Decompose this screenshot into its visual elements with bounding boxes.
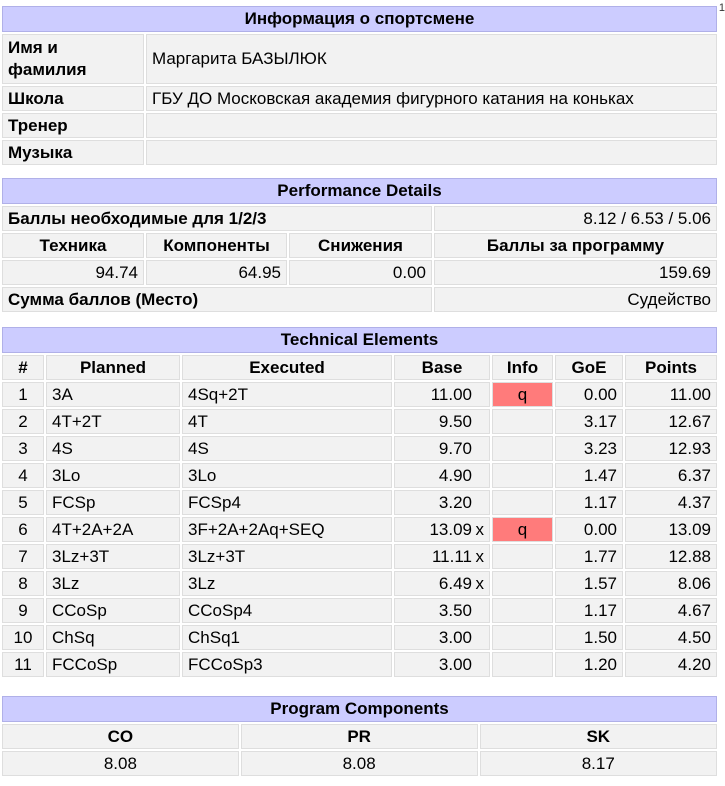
table-row [2, 571, 717, 596]
element-points: 4.50 [625, 625, 717, 650]
component-value-pr: 8.08 [241, 751, 478, 776]
element-planned: 3Lz+3T [46, 544, 180, 569]
element-base [394, 571, 490, 596]
element-number: 2 [2, 409, 44, 434]
element-executed: FCCoSp3 [182, 652, 392, 677]
athlete-info-table [0, 4, 719, 167]
element-points: 11.00 [625, 382, 717, 407]
name-value: Маргарита БАЗЫЛЮК [146, 34, 717, 84]
components-score-label: Компоненты [146, 233, 287, 258]
element-points: 12.67 [625, 409, 717, 434]
element-goe: 0.00 [555, 382, 623, 407]
element-planned: 4S [46, 436, 180, 461]
col-header-goe: GoE [555, 355, 623, 380]
base-value: 9.70 [438, 438, 472, 458]
element-executed: 3Lz [182, 571, 392, 596]
element-base [394, 517, 490, 542]
program-score-value: 159.69 [434, 260, 717, 285]
element-goe: 1.57 [555, 571, 623, 596]
element-executed: 4S [182, 436, 392, 461]
components-score-value: 64.95 [146, 260, 287, 285]
element-info [492, 409, 553, 434]
coach-label: Тренер [2, 113, 144, 138]
col-header-info: Info [492, 355, 553, 380]
element-planned: FCSp [46, 490, 180, 515]
base-value: 13.09 [429, 519, 472, 539]
base-value: 3.00 [438, 627, 472, 647]
element-base [394, 490, 490, 515]
element-goe: 1.50 [555, 625, 623, 650]
element-info [492, 436, 553, 461]
element-executed: 4Sq+2T [182, 382, 392, 407]
element-number: 10 [2, 625, 44, 650]
col-header-planned: Planned [46, 355, 180, 380]
element-planned: ChSq [46, 625, 180, 650]
element-base [394, 625, 490, 650]
base-value: 3.20 [438, 492, 472, 512]
element-goe: 1.20 [555, 652, 623, 677]
element-number: 8 [2, 571, 44, 596]
table-row [2, 409, 717, 434]
col-header-executed: Executed [182, 355, 392, 380]
tech-score-label: Техника [2, 233, 144, 258]
element-number: 6 [2, 517, 44, 542]
element-number: 1 [2, 382, 44, 407]
element-planned: 4T+2A+2A [46, 517, 180, 542]
element-number: 5 [2, 490, 44, 515]
element-info [492, 544, 553, 569]
element-points: 13.09 [625, 517, 717, 542]
tech-score-value: 94.74 [2, 260, 144, 285]
school-value: ГБУ ДО Московская академия фигурного катания на коньках [146, 86, 717, 111]
element-points: 4.67 [625, 598, 717, 623]
program-score-label: Баллы за программу [434, 233, 717, 258]
component-header-sk: SK [480, 724, 718, 749]
table-row [2, 517, 717, 542]
element-executed: 3F+2A+2Aq+SEQ [182, 517, 392, 542]
table-row [2, 652, 717, 677]
element-executed: 3Lz+3T [182, 544, 392, 569]
element-goe: 1.77 [555, 544, 623, 569]
element-info [492, 571, 553, 596]
table-row [2, 463, 717, 488]
base-value: 3.50 [438, 600, 472, 620]
element-goe: 0.00 [555, 517, 623, 542]
bonus-x-marker: x [475, 546, 484, 566]
technical-elements-table [0, 325, 719, 679]
element-number: 7 [2, 544, 44, 569]
element-points: 6.37 [625, 463, 717, 488]
deductions-value: 0.00 [289, 260, 432, 285]
performance-details-table [0, 176, 719, 314]
base-value: 6.49 [438, 573, 472, 593]
element-goe: 3.23 [555, 436, 623, 461]
element-goe: 1.17 [555, 490, 623, 515]
base-value: 4.90 [438, 465, 472, 485]
element-number: 4 [2, 463, 44, 488]
needed-value: 8.12 / 6.53 / 5.06 [434, 206, 717, 231]
element-points: 12.88 [625, 544, 717, 569]
table-row [2, 625, 717, 650]
base-value: 9.50 [438, 411, 472, 431]
element-executed: ChSq1 [182, 625, 392, 650]
element-base [394, 409, 490, 434]
element-executed: 3Lo [182, 463, 392, 488]
col-header-points: Points [625, 355, 717, 380]
component-header-pr: PR [241, 724, 478, 749]
element-base [394, 652, 490, 677]
element-info [492, 598, 553, 623]
col-header-number: # [2, 355, 44, 380]
col-header-base: Base [394, 355, 490, 380]
element-number: 9 [2, 598, 44, 623]
element-points: 4.37 [625, 490, 717, 515]
element-points: 12.93 [625, 436, 717, 461]
base-value: 11.00 [430, 384, 472, 404]
component-value-sk: 8.17 [480, 751, 718, 776]
technical-title: Technical Elements [2, 327, 717, 353]
school-label: Школа [2, 86, 144, 111]
element-executed: CCoSp4 [182, 598, 392, 623]
bonus-x-marker: x [475, 519, 484, 539]
base-value: 3.00 [438, 654, 472, 674]
element-number: 3 [2, 436, 44, 461]
element-executed: FCSp4 [182, 490, 392, 515]
element-info [492, 463, 553, 488]
element-executed: 4T [182, 409, 392, 434]
element-planned: 3Lo [46, 463, 180, 488]
element-info [492, 625, 553, 650]
music-label: Музыка [2, 140, 144, 165]
name-label: Имя и фамилия [2, 34, 144, 84]
athlete-info-title: Информация о спортсмене [2, 6, 717, 32]
element-base [394, 598, 490, 623]
components-title: Program Components [2, 696, 717, 722]
element-goe: 3.17 [555, 409, 623, 434]
performance-title: Performance Details [2, 178, 717, 204]
deductions-label: Снижения [289, 233, 432, 258]
judging-link[interactable]: Судейство [434, 287, 717, 312]
element-base [394, 544, 490, 569]
element-planned: 4T+2T [46, 409, 180, 434]
corner-marker: 1 [718, 2, 725, 14]
element-info: q [492, 382, 553, 407]
total-score-label: Сумма баллов (Место) [2, 287, 432, 312]
component-value-co: 8.08 [2, 751, 239, 776]
element-base [394, 382, 490, 407]
element-goe: 1.17 [555, 598, 623, 623]
table-row [2, 436, 717, 461]
music-value [146, 140, 717, 165]
element-info [492, 652, 553, 677]
component-header-co: CO [2, 724, 239, 749]
element-info: q [492, 517, 553, 542]
program-components-table [0, 694, 719, 778]
element-info [492, 490, 553, 515]
element-goe: 1.47 [555, 463, 623, 488]
table-row [2, 382, 717, 407]
needed-label: Баллы необходимые для 1/2/3 [2, 206, 432, 231]
element-number: 11 [2, 652, 44, 677]
element-planned: CCoSp [46, 598, 180, 623]
element-base [394, 463, 490, 488]
table-row [2, 598, 717, 623]
coach-value [146, 113, 717, 138]
element-points: 8.06 [625, 571, 717, 596]
element-planned: FCCoSp [46, 652, 180, 677]
base-value: 11.11 [431, 546, 472, 566]
element-planned: 3A [46, 382, 180, 407]
bonus-x-marker: x [475, 573, 484, 593]
element-base [394, 436, 490, 461]
element-planned: 3Lz [46, 571, 180, 596]
table-row [2, 490, 717, 515]
table-row [2, 544, 717, 569]
element-points: 4.20 [625, 652, 717, 677]
